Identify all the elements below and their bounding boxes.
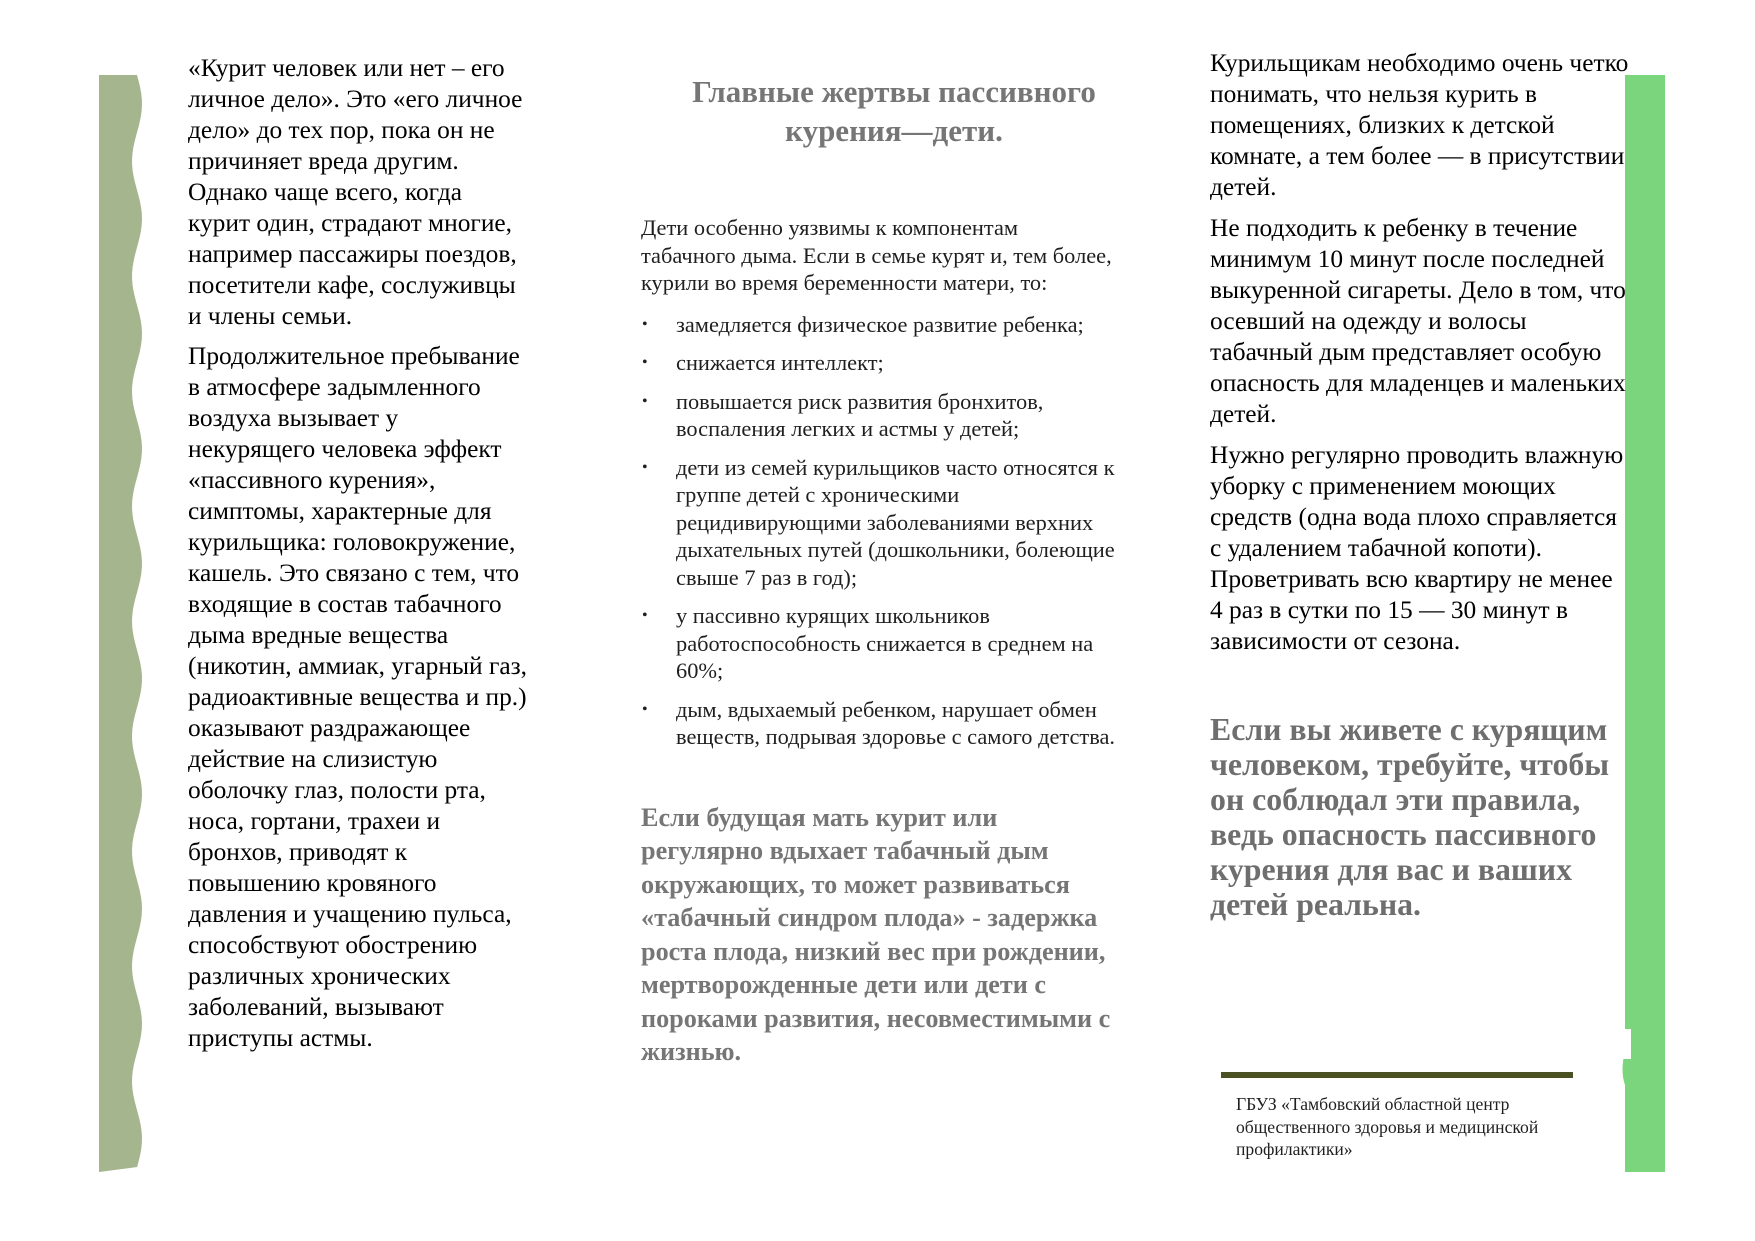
bullet-icon: • bbox=[642, 392, 648, 410]
middle-intro: Дети особенно уязвимы к компонентам табачного дыма. Если в семье курят и, тем более, курили во время беременности матери, то: bbox=[641, 215, 1112, 295]
list-item bbox=[641, 602, 1117, 685]
bullet-icon: • bbox=[642, 700, 648, 718]
list-item bbox=[641, 454, 1117, 592]
middle-column bbox=[641, 72, 1117, 1069]
right-paragraph-1: Курильщикам необходимо очень четко понимать, что нельзя курить в помещениях, близких к детской комнате, а тем более — в присутствии детей. bbox=[1210, 49, 1629, 201]
bullet-icon: • bbox=[642, 315, 648, 333]
list-item bbox=[641, 311, 1117, 339]
left-decorative-band bbox=[99, 75, 145, 1172]
list-item-text: снижается интеллект; bbox=[676, 350, 884, 375]
list-item-text: повышается риск развития бронхитов, воспаления легких и астмы у детей; bbox=[676, 388, 1044, 441]
left-paragraph-2: Продолжительное пребывание в атмосфере задымленного воздуха вызывает у некурящего человека эффект «пассивного курения», симптомы, характерные для курильщика: головокружение, кашель. Это связано с тем, что входящие в состав табачного дыма вредные вещества (никотин, аммиак, угарный газ, радиоактивные вещества и пр.) оказывают раздражающее действие на слизистую оболочку глаз, полости рта, носа, гортани, трахеи и бронхов, приводят к повышению кровяного давления и учащению пульса, способствуют обострению различных хронических заболеваний, вызывают приступы астмы. bbox=[188, 342, 528, 1052]
list-item bbox=[641, 388, 1117, 443]
right-paragraph-2: Не подходить к ребенку в течение минимум 10 минут после последней выкуренной сигареты. Дело в том, что осевший на одежду и волосы табачный дым представляет особую опасность для младенцев и маленьких детей. bbox=[1210, 214, 1626, 428]
organization-divider bbox=[1221, 1072, 1573, 1078]
list-item-text: у пассивно курящих школьников работоспособность снижается в среднем на 60%; bbox=[676, 603, 1094, 683]
right-paragraph-3: Нужно регулярно проводить влажную уборку с применением моющих средств (одна вода плохо справляется с удалением табачной копоти). Проветривать всю квартиру не менее 4 раз в сутки по 15 — 30 минут в зависимости от сезона. bbox=[1210, 441, 1624, 655]
list-item bbox=[641, 696, 1117, 751]
list-item-text: замедляется физическое развитие ребенка; bbox=[676, 311, 1084, 337]
bullet-icon: • bbox=[642, 607, 648, 624]
bullet-icon: • bbox=[642, 458, 648, 476]
left-column bbox=[188, 53, 528, 1063]
list-item-text: дым, вдыхаемый ребенком, нарушает обмен веществ, подрывая здоровье с самого детства. bbox=[676, 696, 1116, 749]
right-column bbox=[1210, 48, 1630, 922]
middle-heading: Главные жертвы пассивного курения—дети. bbox=[692, 74, 1096, 148]
organization-name: ГБУЗ «Тамбовский областной центр общественного здоровья и медицинской профилактики» bbox=[1236, 1094, 1539, 1159]
callout-text: Если вы живете с курящим человеком, требуйте, чтобы он соблюдал эти правила, ведь опасность пассивного курения для вас и ваших детей реальна. bbox=[1210, 712, 1610, 922]
list-item bbox=[641, 349, 1117, 377]
bullet-icon: • bbox=[642, 354, 648, 371]
pregnancy-warning: Если будущая мать курит или регулярно вдыхает табачный дым окружающих, то может развиваться «табачный синдром плода» - задержка роста плода, низкий вес при рождении, мертворожденные дети или дети с пороками развития, несовместимыми с жизнью. bbox=[641, 802, 1111, 1066]
effects-list bbox=[641, 311, 1117, 751]
list-item-text: дети из семей курильщиков часто относятся к группе детей с хроническими рецидивирующими заболеваниями верхних дыхательных путей (дошкольники, болеющие свыше 7 раз в год); bbox=[676, 454, 1115, 590]
left-paragraph-1: «Курит человек или нет – его личное дело». Это «его личное дело» до тех пор, пока он не причиняет вреда другим. Однако чаще всего, когда курит один, страдают многие, например пассажиры поездов, посетители кафе, сослуживцы и члены семьи. bbox=[188, 54, 523, 330]
